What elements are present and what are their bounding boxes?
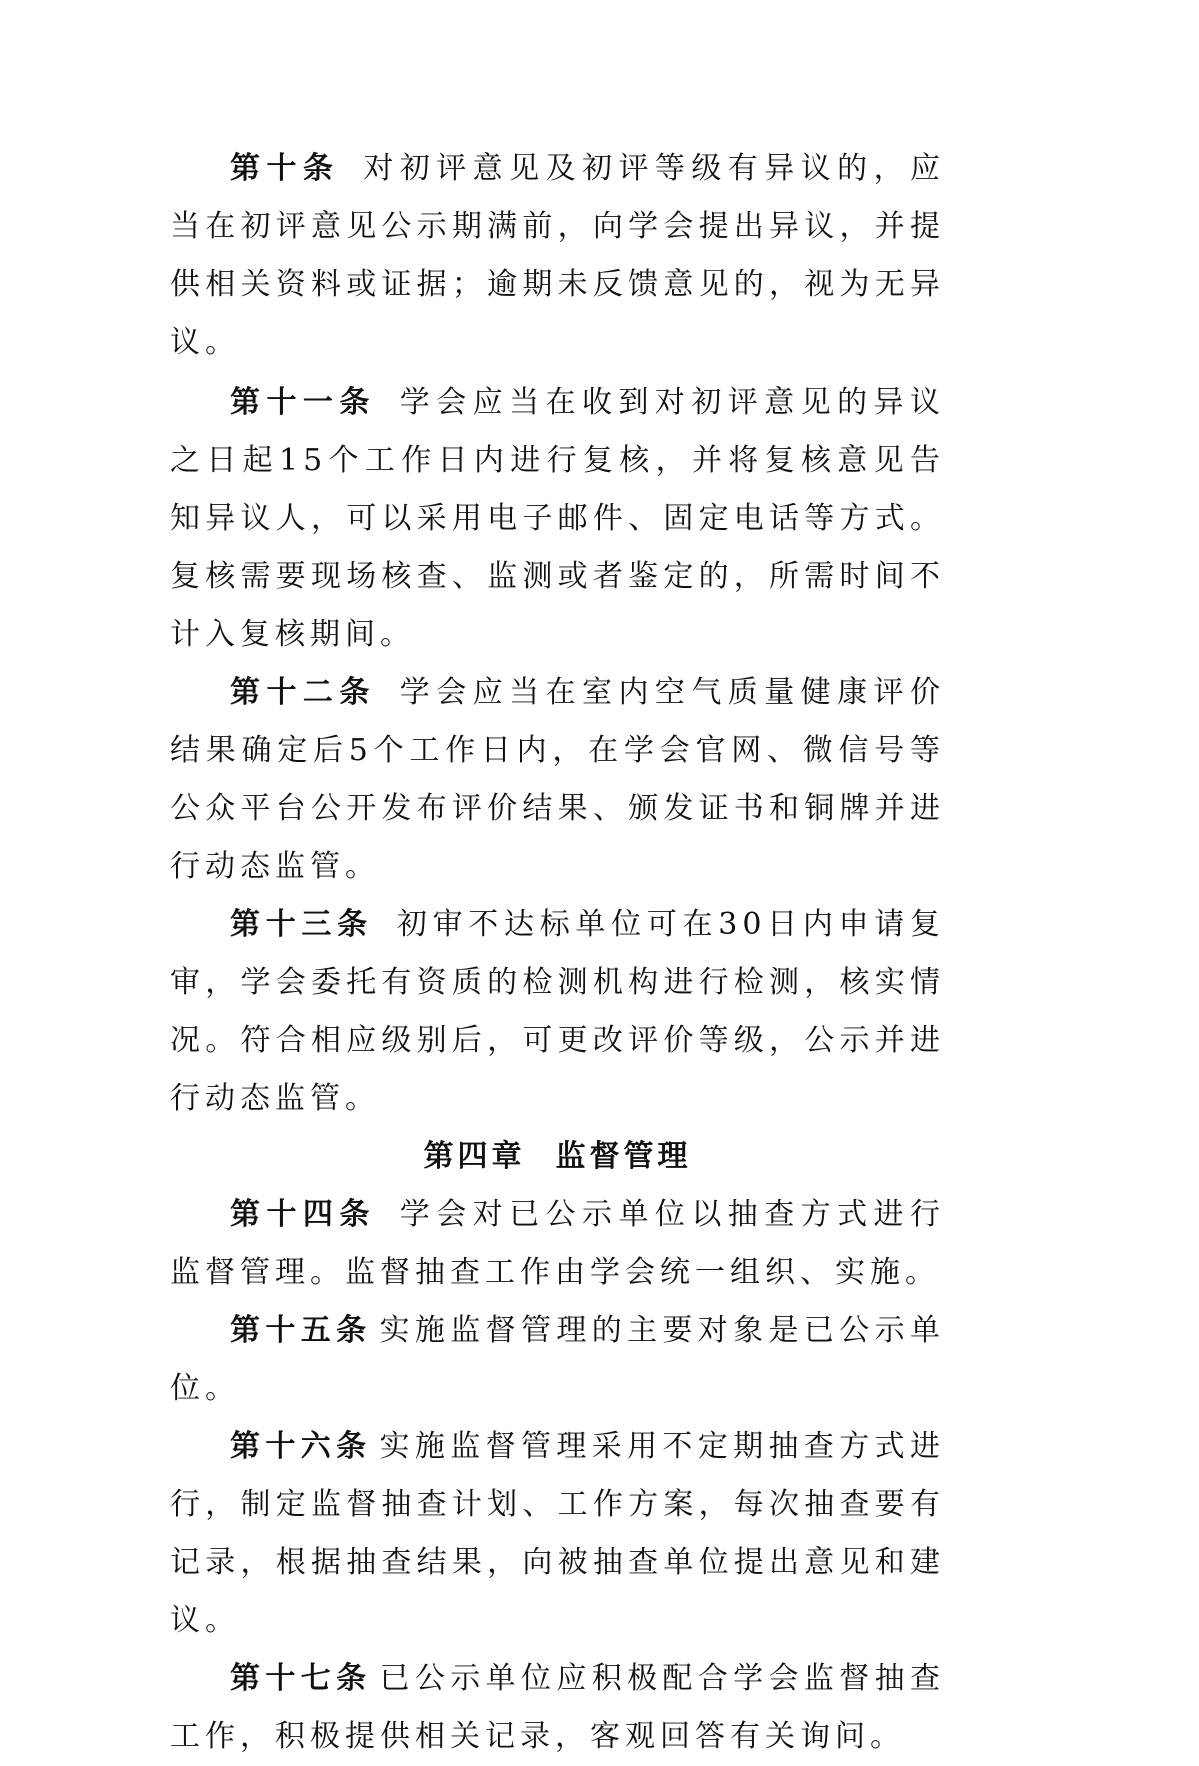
- article-text: 学会应当在室内空气质量健康评价结果确定后5个工作日内，在学会官网、微信号等公众平台公开发布评价结果、颁发证书和铜牌并进行动态监管。: [170, 675, 946, 884]
- article-label: 第十四条: [230, 1197, 376, 1232]
- article-13: [170, 896, 945, 1128]
- article-14: [170, 1186, 945, 1302]
- article-label: 第十条: [230, 151, 340, 186]
- article-text: 实施监督管理采用不定期抽查方式进行，制定监督抽查计划、工作方案，每次抽查要有记录，根据抽查结果，向被抽查单位提出意见和建议。: [170, 1429, 946, 1638]
- document-page: [170, 140, 945, 1766]
- article-label: 第十七条: [230, 1661, 372, 1696]
- article-12: [170, 664, 945, 896]
- article-17: [170, 1650, 945, 1766]
- article-text: 学会对已公示单位以抽查方式进行监督管理。监督抽查工作由学会统一组织、实施。: [170, 1197, 946, 1290]
- article-label: 第十五条: [230, 1313, 372, 1348]
- chapter-title: 监督管理: [555, 1139, 692, 1174]
- article-text: 对初评意见及初评等级有异议的，应当在初评意见公示期满前，向学会提出异议，并提供相关资料或证据；逾期未反馈意见的，视为无异议。: [170, 151, 946, 360]
- article-label: 第十六条: [230, 1429, 372, 1464]
- article-text: 实施监督管理的主要对象是已公示单位。: [170, 1313, 946, 1406]
- article-15: [170, 1302, 945, 1418]
- article-16: [170, 1418, 945, 1650]
- article-text: 已公示单位应积极配合学会监督抽查工作，积极提供相关记录，客观回答有关询问。: [170, 1661, 946, 1754]
- article-10: [170, 140, 945, 372]
- article-label: 第十二条: [230, 675, 376, 710]
- article-label: 第十三条: [230, 907, 373, 942]
- article-11: [170, 374, 945, 664]
- chapter-heading: [170, 1128, 945, 1186]
- chapter-number: 第四章: [423, 1139, 526, 1174]
- article-text: 学会应当在收到对初评意见的异议之日起15个工作日内进行复核，并将复核意见告知异议人，可以采用电子邮件、固定电话等方式。复核需要现场核查、监测或者鉴定的，所需时间不计入复核期间。: [170, 385, 946, 652]
- article-label: 第十一条: [230, 385, 376, 420]
- article-text: 初审不达标单位可在30日内申请复审，学会委托有资质的检测机构进行检测，核实情况。符合相应级别后，可更改评价等级，公示并进行动态监管。: [170, 907, 945, 1116]
